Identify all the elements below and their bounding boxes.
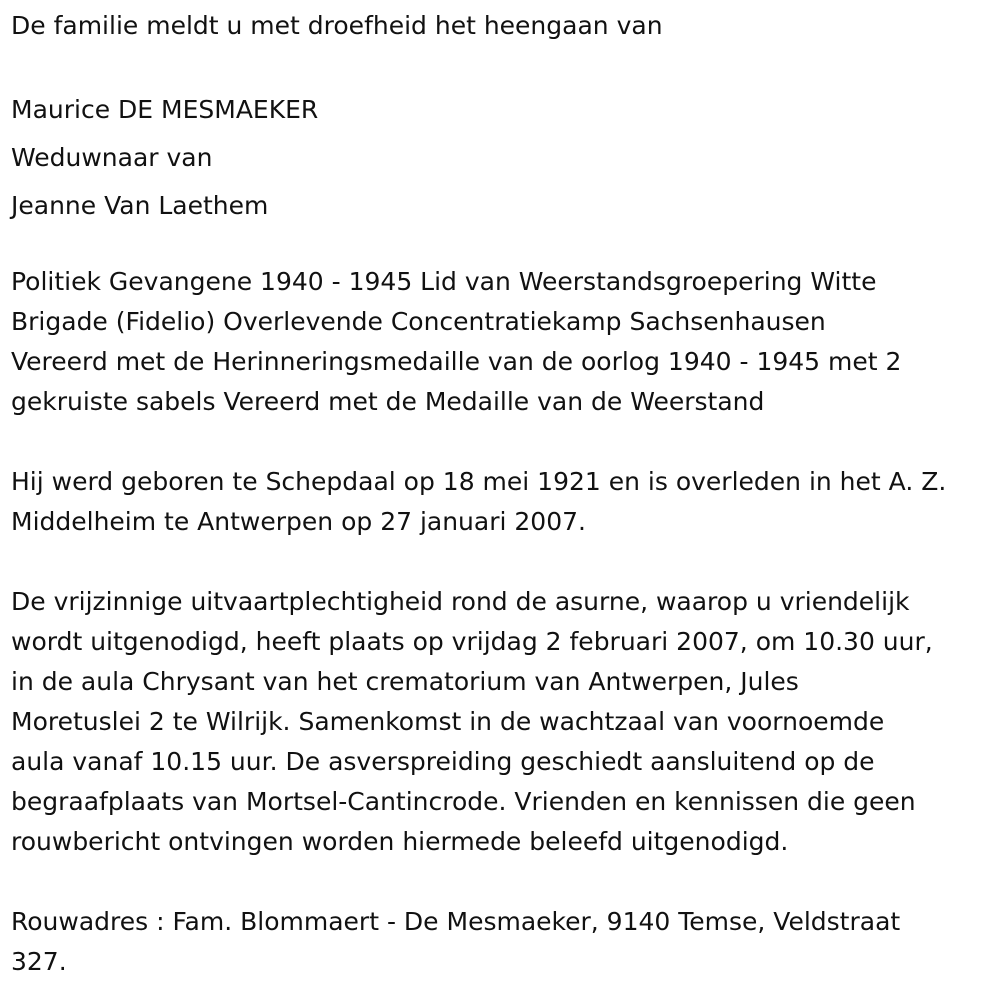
paragraph-line: Politiek Gevangene 1940 - 1945 Lid van Weerstandsgroepering Witte — [11, 267, 877, 296]
death-notice — [11, 6, 993, 982]
paragraph-line: Moretuslei 2 te Wilrijk. Samenkomst in de wachtzaal van voornoemde — [11, 707, 885, 736]
paragraph-line: rouwbericht ontvingen worden hiermede beleefd uitgenodigd. — [11, 827, 789, 856]
deceased-block — [11, 86, 993, 230]
paragraph-line: Rouwadres : Fam. Blommaert - De Mesmaeker, 9140 Temse, Veldstraat — [11, 907, 901, 936]
paragraph-line: gekruiste sabels Vereerd met de Medaille van de Weerstand — [11, 387, 765, 416]
paragraph-line: De vrijzinnige uitvaartplechtigheid rond de asurne, waarop u vriendelijk — [11, 587, 910, 616]
birth-death-paragraph — [11, 462, 993, 542]
honours-paragraph — [11, 262, 993, 422]
spouse-name: Jeanne Van Laethem — [11, 191, 269, 220]
ceremony-paragraph — [11, 582, 993, 862]
spacer — [11, 46, 993, 86]
intro-text: De familie meldt u met droefheid het heengaan van — [11, 11, 663, 40]
paragraph-line: 327. — [11, 947, 67, 976]
paragraph-line: Middelheim te Antwerpen op 27 januari 2007. — [11, 507, 586, 536]
spacer — [11, 422, 993, 462]
paragraph-line: in de aula Chrysant van het crematorium van Antwerpen, Jules — [11, 667, 799, 696]
address-paragraph — [11, 902, 993, 982]
paragraph-line: Brigade (Fidelio) Overlevende Concentratiekamp Sachsenhausen — [11, 307, 826, 336]
spacer — [11, 230, 993, 262]
paragraph-line: Hij werd geboren te Schepdaal op 18 mei 1921 en is overleden in het A. Z. — [11, 467, 947, 496]
deceased-name: Maurice DE MESMAEKER — [11, 95, 319, 124]
spacer — [11, 542, 993, 582]
paragraph-line: aula vanaf 10.15 uur. De asverspreiding geschiedt aansluitend op de — [11, 747, 875, 776]
spacer — [11, 862, 993, 902]
deceased-relation: Weduwnaar van — [11, 143, 213, 172]
paragraph-line: Vereerd met de Herinneringsmedaille van de oorlog 1940 - 1945 met 2 — [11, 347, 902, 376]
paragraph-line: begraafplaats van Mortsel-Cantincrode. Vrienden en kennissen die geen — [11, 787, 916, 816]
paragraph-line: wordt uitgenodigd, heeft plaats op vrijdag 2 februari 2007, om 10.30 uur, — [11, 627, 933, 656]
